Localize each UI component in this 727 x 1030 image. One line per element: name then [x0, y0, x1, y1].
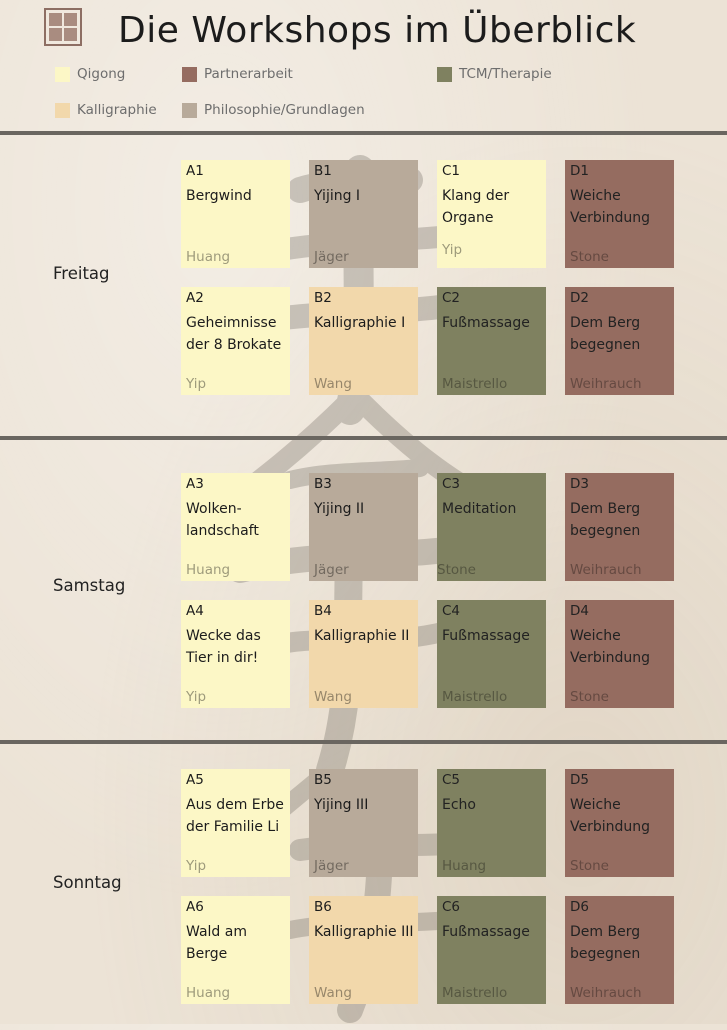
workshop-name: Kalligraphie I	[314, 315, 406, 331]
workshop-code: C3	[442, 476, 461, 492]
workshop-code: C2	[442, 290, 461, 306]
workshop-name: Fußmassage	[442, 628, 530, 644]
workshop-card-a4[interactable]	[181, 600, 290, 708]
workshop-card-b6[interactable]	[309, 896, 418, 1004]
legend-item-philosophie	[182, 102, 365, 118]
seal-stamp-icon	[44, 8, 82, 46]
legend-label: Partnerarbeit	[204, 66, 293, 82]
workshop-code: D6	[570, 899, 589, 915]
workshop-card-c1[interactable]	[437, 160, 546, 268]
legend-item-kalligraphie	[55, 102, 157, 118]
workshop-name: Fußmassage	[442, 924, 530, 940]
day-label-samstag: Samstag	[53, 576, 126, 595]
workshop-teacher: Stone	[570, 689, 609, 705]
workshop-name: Bergwind	[186, 188, 252, 204]
legend-swatch	[182, 67, 197, 82]
workshop-card-a2[interactable]	[181, 287, 290, 395]
workshop-card-c6[interactable]	[437, 896, 546, 1004]
workshop-card-d1[interactable]	[565, 160, 674, 268]
workshop-name: Yijing III	[314, 797, 369, 813]
legend-swatch	[437, 67, 452, 82]
workshop-name: Dem Berg begegnen	[570, 315, 641, 353]
workshop-name: Dem Berg begegnen	[570, 924, 641, 962]
workshop-card-b3[interactable]	[309, 473, 418, 581]
workshop-name: Wald am Berge	[186, 924, 247, 962]
workshop-card-a5[interactable]	[181, 769, 290, 877]
workshop-card-c3[interactable]	[437, 473, 546, 581]
workshop-teacher: Maistrello	[442, 376, 508, 392]
workshop-card-b2[interactable]	[309, 287, 418, 395]
workshop-teacher: Maistrello	[442, 985, 508, 1001]
workshop-code: D1	[570, 163, 589, 179]
workshop-code: A5	[186, 772, 204, 788]
workshop-card-d4[interactable]	[565, 600, 674, 708]
workshop-teacher: Jäger	[314, 858, 349, 874]
workshop-card-c5[interactable]	[437, 769, 546, 877]
workshop-name: Weiche Verbindung	[570, 628, 651, 666]
workshop-teacher: Jäger	[314, 562, 349, 578]
workshop-card-d5[interactable]	[565, 769, 674, 877]
workshop-code: B2	[314, 290, 332, 306]
legend-label: Qigong	[77, 66, 126, 82]
section-divider	[0, 436, 727, 440]
workshop-card-d2[interactable]	[565, 287, 674, 395]
workshop-teacher: Wang	[314, 689, 352, 705]
legend-label: Philosophie/Grundlagen	[204, 102, 365, 118]
workshop-name: Yijing II	[314, 501, 365, 517]
workshop-card-c4[interactable]	[437, 600, 546, 708]
workshop-teacher: Jäger	[314, 249, 349, 265]
workshop-name: Klang der Organe	[442, 188, 510, 226]
workshop-teacher: Yip	[186, 689, 207, 705]
workshop-code: B5	[314, 772, 332, 788]
workshop-code: D4	[570, 603, 589, 619]
workshop-code: B1	[314, 163, 332, 179]
workshop-code: B4	[314, 603, 332, 619]
workshop-teacher: Weihrauch	[570, 376, 642, 392]
workshop-name: Meditation	[442, 501, 517, 517]
workshop-code: B6	[314, 899, 332, 915]
workshop-card-c2[interactable]	[437, 287, 546, 395]
workshop-code: A6	[186, 899, 204, 915]
legend-item-partnerarbeit	[182, 66, 293, 82]
workshop-teacher: Huang	[186, 562, 231, 578]
workshop-name: Kalligraphie II	[314, 628, 410, 644]
workshop-code: A1	[186, 163, 204, 179]
workshop-card-b4[interactable]	[309, 600, 418, 708]
workshop-code: C1	[442, 163, 461, 179]
workshop-name: Weiche Verbindung	[570, 797, 651, 835]
workshop-code: A3	[186, 476, 204, 492]
legend-swatch	[182, 103, 197, 118]
workshop-teacher: Stone	[437, 562, 476, 578]
workshop-code: C6	[442, 899, 461, 915]
day-label-freitag: Freitag	[53, 264, 110, 283]
workshop-name: Yijing I	[314, 188, 361, 204]
workshop-code: A4	[186, 603, 204, 619]
section-divider	[0, 131, 727, 135]
workshop-code: D3	[570, 476, 589, 492]
workshop-code: C5	[442, 772, 461, 788]
workshop-name: Kalligraphie III	[314, 924, 414, 940]
legend-item-qigong	[55, 66, 125, 82]
workshop-code: D5	[570, 772, 589, 788]
workshop-teacher: Weihrauch	[570, 985, 642, 1001]
workshop-name: Aus dem Erbe der Familie Li	[186, 797, 284, 835]
workshop-name: Dem Berg begegnen	[570, 501, 641, 539]
workshop-teacher: Weihrauch	[570, 562, 642, 578]
workshop-name: Geheimnisse der 8 Brokate	[186, 315, 282, 353]
workshop-teacher: Yip	[442, 242, 463, 258]
legend-item-tcm	[437, 66, 552, 82]
workshop-card-b5[interactable]	[309, 769, 418, 877]
workshop-teacher: Huang	[186, 985, 231, 1001]
day-label-sonntag: Sonntag	[53, 873, 122, 892]
workshop-card-a1[interactable]	[181, 160, 290, 268]
workshop-card-d3[interactable]	[565, 473, 674, 581]
workshop-teacher: Stone	[570, 249, 609, 265]
workshop-code: B3	[314, 476, 332, 492]
legend-swatch	[55, 103, 70, 118]
legend-label: Kalligraphie	[77, 102, 157, 118]
workshop-teacher: Yip	[186, 376, 207, 392]
workshop-teacher: Huang	[186, 249, 231, 265]
section-divider	[0, 740, 727, 744]
workshop-name: Wolken-landschaft	[186, 501, 259, 539]
legend-swatch	[55, 67, 70, 82]
workshop-teacher: Wang	[314, 985, 352, 1001]
workshop-card-d6[interactable]	[565, 896, 674, 1004]
page-title: Die Workshops im Überblick	[118, 10, 637, 51]
workshop-card-a6[interactable]	[181, 896, 290, 1004]
workshop-teacher: Huang	[442, 858, 487, 874]
workshop-name: Wecke das Tier in dir!	[186, 628, 261, 666]
workshop-name: Echo	[442, 797, 476, 813]
workshop-card-b1[interactable]	[309, 160, 418, 268]
workshop-teacher: Yip	[186, 858, 207, 874]
legend-label: TCM/Therapie	[459, 66, 552, 82]
workshop-code: A2	[186, 290, 204, 306]
workshop-code: D2	[570, 290, 589, 306]
workshop-card-a3[interactable]	[181, 473, 290, 581]
workshop-name: Weiche Verbindung	[570, 188, 651, 226]
workshop-teacher: Stone	[570, 858, 609, 874]
workshop-code: C4	[442, 603, 461, 619]
workshop-teacher: Wang	[314, 376, 352, 392]
workshop-name: Fußmassage	[442, 315, 530, 331]
workshop-teacher: Maistrello	[442, 689, 508, 705]
